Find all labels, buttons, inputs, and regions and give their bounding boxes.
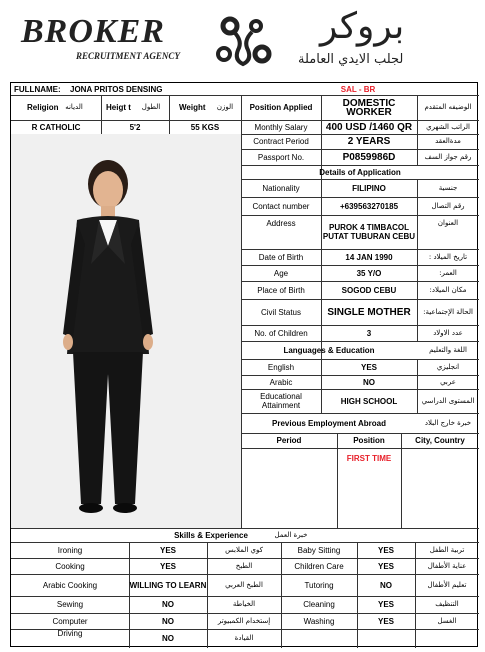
skill-label: Ironing — [57, 545, 83, 555]
employment-period-header: Period — [276, 436, 302, 445]
employment-city-header: City, Country — [415, 436, 465, 445]
languages-title-arabic: اللغة والتعليم — [429, 345, 467, 354]
detail-value: 35 Y/O — [356, 268, 382, 278]
skills-title: Skills & Experience — [174, 530, 248, 540]
detail-label: Age — [273, 268, 289, 278]
detail-value: +639563270185 — [339, 201, 399, 211]
contract-label: Contract Period — [253, 137, 309, 146]
detail-arabic: عدد الاولاد — [433, 328, 463, 337]
skill-arabic: الطبخ — [235, 561, 253, 570]
skill-arabic — [415, 629, 479, 648]
skill-arabic: القيادة — [234, 634, 254, 642]
religion-label: Religion — [27, 103, 59, 112]
height-label: Heigt t — [106, 103, 131, 112]
skill-label: Arabic Cooking — [42, 580, 98, 590]
brand-subtitle-arabic: لجلب الايدي العاملة — [298, 52, 404, 67]
skill-value: YES — [377, 600, 394, 609]
skill-value: NO — [380, 580, 392, 590]
contract-arabic: مدةالعقد — [435, 137, 461, 145]
agency-logo-icon — [212, 10, 274, 72]
skill-label: Children Care — [294, 561, 344, 571]
detail-value: 14 JAN 1990 — [345, 252, 393, 262]
skill-label: Cooking — [55, 561, 85, 571]
reference-code: SAL - BR — [340, 84, 376, 94]
skill-arabic: الغسل — [437, 616, 457, 625]
detail-value: FILIPINO — [352, 183, 386, 193]
salary-arabic: الراتب الشهري — [426, 122, 470, 131]
detail-arabic: مكان الميلاد: — [429, 285, 467, 294]
skill-arabic: تعليم الأطفال — [427, 580, 467, 589]
skill-label: Washing — [303, 616, 335, 626]
language-value: YES — [360, 362, 377, 372]
first-time-badge: FIRST TIME — [346, 453, 392, 463]
header — [0, 0, 485, 82]
employment-title: Previous Employment Abroad — [272, 418, 386, 428]
salary-value: 400 USD /1460 QR — [325, 121, 413, 133]
skill-label: Baby Sitting — [297, 545, 341, 555]
religion-arabic: الديانه — [65, 103, 83, 111]
skill-arabic: التنظيف — [435, 600, 459, 608]
passport-value: P0859986D — [342, 151, 396, 163]
applicant-portrait-icon — [11, 134, 241, 528]
employment-position-header: Position — [353, 436, 385, 445]
employment-title-arabic: خبرة خارج البلاد — [424, 418, 472, 427]
detail-arabic: تاريخ الميلاد : — [428, 252, 468, 261]
skill-value: NO — [162, 634, 174, 643]
education-arabic: المستوى الدراسي — [421, 396, 475, 405]
detail-value: PUROK 4 TIMBACOL PUTAT TUBURAN CEBU — [322, 223, 416, 241]
contract-value: 2 YEARS — [347, 136, 391, 147]
brand-subtitle: RECRUITMENT AGENCY — [76, 51, 180, 61]
detail-label: Date of Birth — [258, 252, 304, 262]
position-arabic: الوضيفه المتقدم — [424, 103, 472, 111]
skill-value: YES — [377, 616, 394, 626]
skill-arabic: تربية الطفل — [429, 545, 465, 554]
skill-label: Driving — [57, 629, 83, 638]
skill-arabic: كوي الملابس — [225, 545, 263, 554]
language-label: English — [267, 362, 295, 372]
detail-arabic: العمر: — [439, 268, 457, 277]
passport-arabic: رقم جواز السف — [424, 152, 472, 161]
detail-value: SINGLE MOTHER — [327, 306, 411, 318]
skill-label: Tutoring — [304, 580, 334, 590]
detail-arabic: العنوان — [437, 219, 459, 227]
applicant-photo — [11, 134, 241, 528]
skill-value: YES — [159, 561, 176, 571]
skill-arabic: الطبخ العربي — [225, 580, 263, 589]
height-arabic: الطول — [141, 103, 161, 111]
skill-value: NO — [162, 616, 174, 626]
skill-value — [357, 629, 415, 648]
language-value: NO — [363, 377, 375, 387]
skill-value: NO — [162, 600, 174, 609]
details-title: Details of Application — [319, 167, 401, 177]
detail-label: Address — [266, 219, 296, 228]
language-arabic: عربي — [440, 377, 456, 386]
fullname-value: JONA PRITOS DENSING — [70, 84, 163, 94]
skill-arabic: الخياطة — [232, 600, 256, 608]
skill-label: Sewing — [56, 600, 84, 609]
language-label: Arabic — [269, 377, 293, 387]
skill-label: Cleaning — [303, 600, 335, 609]
detail-label: Nationality — [262, 183, 300, 193]
fullname-label: FULLNAME: — [14, 84, 61, 94]
education-label: Educational Attainment — [260, 392, 302, 410]
detail-label: No. of Children — [254, 328, 308, 338]
position-label: Position Applied — [249, 103, 313, 112]
skill-label — [281, 629, 357, 648]
detail-value: 3 — [366, 328, 372, 338]
languages-title: Languages & Education — [283, 345, 375, 355]
application-sheet — [10, 82, 478, 647]
salary-label: Monthly Salary — [254, 122, 308, 132]
brand-name: BROKER — [21, 13, 165, 50]
position-value: DOMESTIC WORKER — [342, 97, 396, 118]
height-value: 5'2 — [129, 122, 141, 132]
skill-value: YES — [377, 545, 394, 555]
detail-value: SOGOD CEBU — [341, 285, 397, 295]
detail-label: Place of Birth — [257, 285, 305, 295]
language-arabic: انجليزي — [436, 362, 460, 371]
skill-value: YES — [377, 561, 394, 571]
skill-value: WILLING TO LEARN — [129, 580, 207, 590]
passport-label: Passport No. — [257, 152, 305, 162]
detail-arabic: جنسية — [438, 183, 458, 192]
skills-title-arabic: خبرة العمل — [274, 530, 308, 539]
religion-value: R CATHOLIC — [31, 122, 81, 132]
weight-value: 55 KGS — [190, 122, 220, 132]
weight-label: Weight — [179, 103, 206, 112]
weight-arabic: الوزن — [216, 103, 234, 111]
detail-label: Civil Status — [260, 307, 301, 317]
skill-arabic: إستخدام الكمبيوتر — [217, 616, 271, 625]
skill-arabic: عناية الأطفال — [427, 561, 467, 570]
brand-name-arabic: بروكر — [320, 6, 405, 47]
skill-value: YES — [159, 545, 176, 555]
education-value: HIGH SCHOOL — [340, 396, 398, 406]
detail-arabic: الحالة الإجتماعية: — [423, 307, 473, 316]
skill-label: Computer — [52, 616, 88, 626]
detail-arabic: رقم التصال — [431, 201, 465, 210]
detail-label: Contact number — [252, 201, 310, 211]
